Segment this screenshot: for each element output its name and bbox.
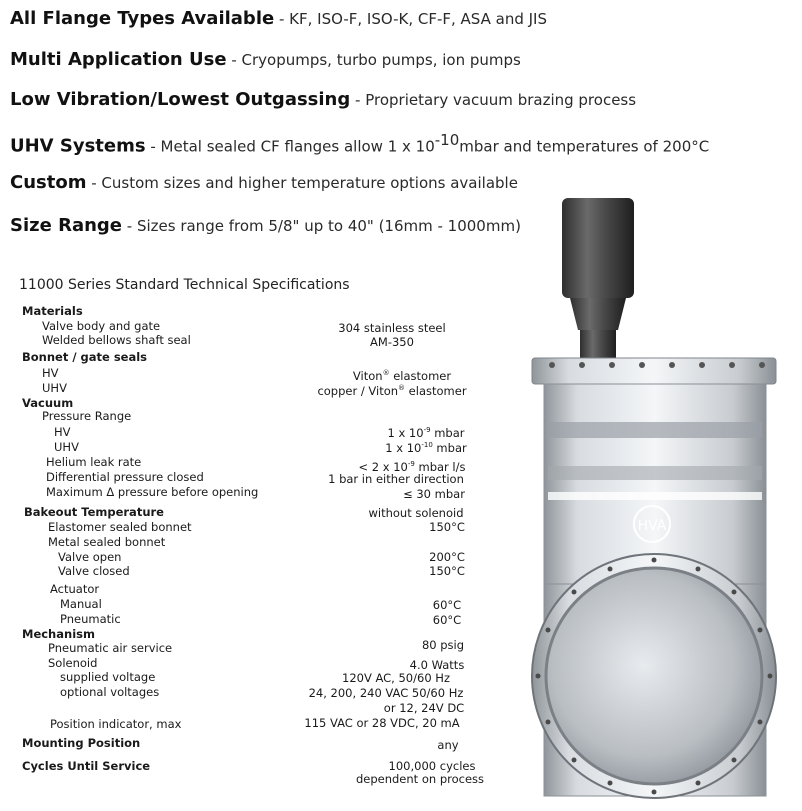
gate-valve-image xyxy=(522,194,792,806)
feature-desc: - KF, ISO-F, ISO-K, CF-F, ASA and JIS xyxy=(274,10,547,28)
spec-label: Pneumatic xyxy=(60,612,121,626)
spec-label: HV xyxy=(42,366,59,380)
spec-section-mounting: Mounting Position xyxy=(22,736,141,750)
spec-label: Manual xyxy=(60,597,102,611)
spec-section-bonnet: Bonnet / gate seals xyxy=(22,350,148,364)
spec-label: Valve closed xyxy=(58,564,130,578)
feature-desc-end: mbar and temperatures of 200°C xyxy=(459,137,710,156)
spec-value: 304 stainless steel xyxy=(338,321,446,335)
feature-desc: - Proprietary vacuum brazing process xyxy=(350,91,637,109)
spec-label: Welded bellows shaft seal xyxy=(42,333,191,347)
feature-exponent: -10 xyxy=(434,131,460,149)
spec-value: or 12, 24V DC xyxy=(383,701,465,715)
spec-value: 200°C xyxy=(429,550,465,564)
spec-label: Position indicator, max xyxy=(50,717,182,731)
spec-label: Valve open xyxy=(58,550,122,564)
spec-value: 115 VAC or 28 VDC, 20 mA xyxy=(304,716,460,730)
spec-value: dependent on process xyxy=(355,772,485,786)
spec-value: ≤ 30 mbar xyxy=(403,487,465,501)
spec-label: Valve body and gate xyxy=(42,319,161,333)
feature-size-range xyxy=(10,215,521,236)
spec-value: 1 x $10^{-10}$ mbar xyxy=(385,440,467,455)
feature-uhv-systems xyxy=(10,131,709,156)
feature-desc: - Metal sealed CF flanges allow 1 x 10 xyxy=(145,137,435,156)
spec-value: 4.0 Watts xyxy=(409,658,465,672)
spec-label: HV xyxy=(54,425,71,439)
spec-value: 100,000 cycles xyxy=(388,759,476,773)
feature-heading: All Flange Types Available xyxy=(10,8,275,29)
feature-desc: - Sizes range from 5/8" up to 40" (16mm - 1000mm) xyxy=(122,217,521,235)
feature-heading: UHV Systems xyxy=(10,135,146,157)
feature-desc: - Cryopumps, turbo pumps, ion pumps xyxy=(226,51,521,69)
spec-section-mechanism: Mechanism xyxy=(22,627,95,641)
gate-disc xyxy=(546,568,762,784)
feature-low-vibration xyxy=(10,89,636,110)
feature-desc: - Custom sizes and higher temperature options available xyxy=(86,174,518,192)
spec-label: Elastomer sealed bonnet xyxy=(48,520,192,534)
feature-multi-application xyxy=(10,49,521,70)
bonnet-flange xyxy=(532,358,776,384)
spec-value: 120V AC, 50/60 Hz xyxy=(342,671,450,685)
spec-label: Solenoid xyxy=(48,656,98,670)
spec-section-cycles: Cycles Until Service xyxy=(22,759,151,773)
spec-value: copper / Viton® elastomer xyxy=(317,383,467,398)
spec-table-title: 11000 Series Standard Technical Specifications xyxy=(19,277,350,293)
spec-section-materials: Materials xyxy=(22,304,83,318)
spec-value: 150°C xyxy=(429,564,465,578)
spec-label: Actuator xyxy=(50,582,100,596)
feature-heading: Custom xyxy=(10,172,87,193)
feature-custom xyxy=(10,172,518,193)
spec-value: without solenoid xyxy=(368,506,464,520)
spec-value: < 2 x $10^{-9}$ mbar l/s xyxy=(358,459,466,474)
spec-value: any xyxy=(437,738,459,752)
spec-label: optional voltages xyxy=(60,685,160,699)
spec-value: 1 bar in either direction xyxy=(328,472,464,486)
spec-value: 1 x $10^{-9}$ mbar xyxy=(387,425,465,440)
spec-value: Viton® elastomer xyxy=(352,368,452,383)
spec-label: Pneumatic air service xyxy=(48,641,173,655)
spec-label: Metal sealed bonnet xyxy=(48,535,166,549)
hva-logo-text: HVA xyxy=(637,518,667,534)
spec-label: Maximum Δ pressure before opening xyxy=(46,485,259,499)
spec-value: 150°C xyxy=(429,520,465,534)
spec-value: 80 psig xyxy=(421,638,465,652)
spec-section-bakeout: Bakeout Temperature xyxy=(24,505,164,519)
spec-value: 60°C xyxy=(432,613,462,627)
spec-label: Pressure Range xyxy=(42,409,132,423)
spec-label: Helium leak rate xyxy=(46,455,142,469)
spec-label: supplied voltage xyxy=(60,670,156,684)
spec-label: Differential pressure closed xyxy=(46,470,204,484)
feature-heading: Low Vibration/Lowest Outgassing xyxy=(10,89,351,110)
spec-value: AM-350 xyxy=(370,335,414,349)
feature-heading: Multi Application Use xyxy=(10,49,227,70)
feature-heading: Size Range xyxy=(10,215,122,236)
spec-label: UHV xyxy=(42,381,67,395)
spec-value: 60°C xyxy=(432,598,462,612)
spec-label: UHV xyxy=(54,440,79,454)
actuator-cylinder xyxy=(562,198,634,298)
spec-section-vacuum: Vacuum xyxy=(22,396,74,410)
spec-value: 24, 200, 240 VAC 50/60 Hz xyxy=(308,686,464,700)
feature-flange-types xyxy=(10,8,547,29)
